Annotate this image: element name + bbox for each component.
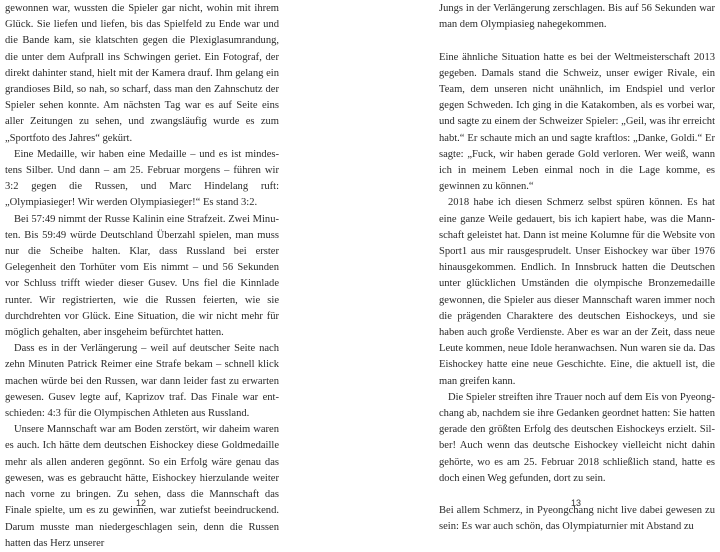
paragraph: Bei allem Schmerz, in Pyeongchang nicht live dabei gewesen zu sein: Es war auch schön, das Olympiaturnier mit Abstand zu bbox=[439, 505, 715, 533]
left-page-text bbox=[5, 1, 279, 552]
paragraph: Eine ähnliche Situation hatte es bei der Weltmeisterschaft 2013 gegeben. Damals stand die Schweiz, unser ewiger Rivale, ein Team, dem unseren nicht unähnlich, im Endspiel und verlor gegen Schweden. Ich ging in die Katakomben, als es vorbei war, und sagte zu einem der Schweizer Spieler: „Geil, was ihr erreicht habt.“ Er schaute mich an und sagte kraftlos: „Danke, Goldi.“ Er sagte: „Fuck, wir haben gerade Gold verloren. Wer weiß, wann ich in meinem Leben einmal noch in die Lage komme, es gewinnen zu können.“ bbox=[439, 51, 715, 193]
paragraph: Die Spieler streiften ihre Trauer noch auf dem Eis von Pyeongchang ab, nachdem sie ihre Gedanken geordnet hatten: Sie hatten gerade den größten Erfolg des deutschen Eishockeys erzielt. Silber! Auch wenn das deutsche Eishockey vielleicht nicht dahin gehörte, wo es am 25. Februar 2018 schließlich stand, hatte es doch einen Weg gefunden, dort zu sein. bbox=[439, 391, 715, 484]
paragraph: Unsere Mannschaft war am Boden zerstört, wir daheim waren es auch. Ich hätte dem deutschen Eishockey diese Goldmedaille mehr als allen anderen gegönnt. So ein Erfolg wäre genau das gewesen, was es gebraucht hätte, Eishockey hierzulande weiter nach vorne zu bringen. Zu sehen, dass die Mannschaft das Finale spielte, um es zu gewinnen, war zutiefst beeindruckend. Darum musste man niedergeschlagen sein, denn die Russen hatten das Herz unserer bbox=[5, 424, 279, 549]
right-page-text bbox=[439, 1, 715, 536]
paragraph: Eine Medaille, wir haben eine Medaille – und es ist mindestens Silber. Und dann – am 25. Februar morgens – führen wir 3:2 gegen die Russen, und Marc Hindelang ruft: „Olympiasieger! Wir werden Olympiasieger!“ Es stand 3:2. bbox=[5, 148, 279, 209]
paragraph: Bei 57:49 nimmt der Russe Kalinin eine Strafzeit. Zwei Minuten. Bis 59:49 würde Deutschland Überzahl spielen, man muss nur die Scheibe halten. Klar, dass Russland bei erster Gelegenheit den Torhüter vom Eis nimmt – und 56 Sekunden vor Schluss trifft wieder dieser Gusev. Uns fiel die Kinnlade runter. Wir registrierten, wie die Russen feierten, wie sie durchdrehten vor Glück. Eine Situation, die wir nicht mehr für möglich gehalten, aber insgeheim befürchtet hatten. bbox=[5, 213, 279, 339]
page-number: 12 bbox=[136, 498, 147, 508]
paragraph: Dass es in der Verlängerung – weil auf deutscher Seite nach zehn Minuten Patrick Reimer eine Strafe bekam – schnell klick machen würde bei den Russen, war dann leider fast zu erwarten gewesen. Gusev legte auf, Kaprizov traf. Das Finale war entschieden: 4:3 für die Olympischen Athleten aus Russland. bbox=[5, 343, 279, 420]
paragraph: Jungs in der Verlängerung zerschlagen. Bis auf 56 Sekunden war man dem Olympiasieg nahegekommen. bbox=[439, 3, 715, 31]
paragraph: 2018 habe ich diesen Schmerz selbst spüren können. Es hat eine ganze Weile gedauert, bis ich kapiert habe, was die Mannschaft geleistet hat. Dann ist meine Kolumne für die Website von Sport1 aus mir rausgesprudelt. Unser Eishockey war über 1976 hinausgekommen. Endlich. In Innsbruck hatten die Deutschen unter glücklichen Umständen die olympische Bronzemedaille gewonnen, die Spieler aus dieser Mannschaft waren immer noch die prägenden Charaktere des deutschen Eishockeys, und sie haben auch große Verdienste. Aber es war an der Zeit, dass neue Leute kommen, neue Idole heranwachsen. Nun waren sie da. Das Eishockey hatte eine neue Geschichte. Eine, die aktuell ist, die man greifen kann. bbox=[439, 197, 715, 387]
left-page bbox=[0, 0, 360, 549]
paragraph: gewonnen war, wussten die Spieler gar nicht, wohin mit ihrem Glück. Sie liefen und liefen, bis das Spielfeld zu Ende war und die Bande kam, sie klatschten gegen die Plexiglasumrandung, die unter dem Aufprall ins Schwingen geriet. Ein Fotograf, der direkt dahinter stand, hielt mit der Kamera drauf. Ihm gelang ein grandioses Bild, so nah, so scharf, dass man den Zahnschutz der Spieler sehen konnte. Am nächsten Tag war es auf Seite eins aller Zeitungen zu sehen, und zwangsläufig wurde es zum „Sportfoto des Jahres“ gekürt. bbox=[5, 3, 279, 144]
page-number: 13 bbox=[571, 498, 582, 508]
right-page bbox=[360, 0, 720, 533]
